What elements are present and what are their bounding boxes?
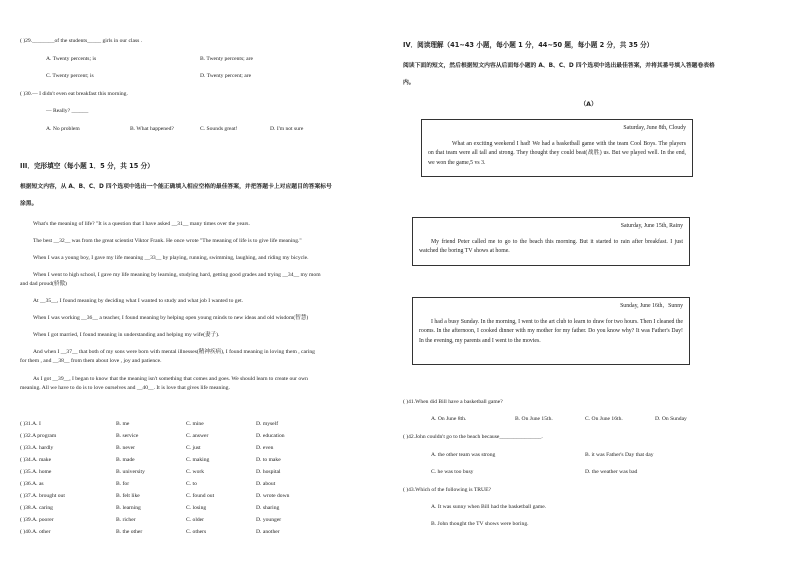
passage-line: When I was a young boy, I gave my life meaning __33__ by playing, running, swimming, laughing, and riding my bicycle.	[33, 255, 309, 261]
choice-row-d: D. to make	[256, 457, 281, 463]
choice-row-d: D. sharing	[256, 505, 280, 511]
q30-option-a: A. No problem	[46, 126, 80, 132]
diary-2-body: My friend Peter called me to go to the beach this morning. But it started to rain after breakfast. I just watched the boring TV shows at home.	[419, 239, 683, 255]
choice-row-b: B. for	[116, 481, 130, 487]
section-4-title: IV．阅读理解（41~43 小题，每小题 1 分，44~50 题，每小题 2 分，共 35 分）	[403, 41, 654, 49]
choice-row-a: ( )32.A program	[20, 433, 57, 439]
choice-row-d: D. hospital	[256, 469, 281, 475]
q30-option-d: D. I'm not sure	[270, 126, 304, 132]
q42-option-a: A. the other team was strong	[431, 452, 496, 458]
question-43-stem: ( )43.Which of the following is TRUE?	[403, 487, 491, 493]
passage-line: meaning. All we have to do is to love ourselves and __40__. It is love that gives life meaning.	[20, 385, 230, 391]
question-30-stem: ( )30.— I didn't even eat breakfast this morning.	[20, 91, 128, 97]
question-29-stem: ( )29.________of the students_____ girls in our class .	[20, 38, 143, 44]
choice-row-b: B. never	[116, 445, 135, 451]
section-3-instruction-line1: 根据短文内容，从 A、B、C、D 四个选项中选出一个能正确填入相应空格的最佳答案，并把答题卡上对应题目的答案标号	[20, 184, 332, 190]
diary-1-date: Saturday, June 8th, Cloudy	[623, 125, 686, 131]
choice-row-b: B. made	[116, 457, 135, 463]
choice-row-d: D. wrote down	[256, 493, 290, 499]
q42-option-d: D. the weather was bad	[585, 469, 638, 475]
passage-line: As I got __39__, I began to know that the meaning isn't something that comes and goes. We should learn to create our own	[33, 376, 308, 382]
diary-entry-1	[421, 119, 693, 177]
choice-row-d: D. about	[256, 481, 276, 487]
q29-option-d: D. Twenty percent; are	[200, 73, 252, 79]
diary-3-date: Sunday, June 16th，Sunny	[620, 303, 683, 309]
passage-line: The best __32__ was from the great scientist Viktor Frank. He once wrote "The meaning of life is to give life meaning."	[33, 238, 302, 244]
choice-row-c: C. found out	[186, 493, 215, 499]
diary-3-body: I had a busy Sunday. In the morning, I went to the art club to learn to draw for two hours. Then I cleaned the rooms. In the afternoon, I cooked dinner with my mother for my father. Do you know why? It was Father's Day! In the evening, my parents and I went to the movies.	[419, 319, 683, 344]
choice-row-b: B. me	[116, 421, 130, 427]
choice-row-d: D. another	[256, 529, 280, 535]
choice-row-b: B. service	[116, 433, 139, 439]
q41-option-c: C. On June 16th.	[585, 416, 623, 422]
choice-row-a: ( )38.A. caring	[20, 505, 53, 511]
choice-row-a: ( )33.A. hardly	[20, 445, 54, 451]
q41-option-d: D. On Sunday	[655, 416, 687, 422]
section-4-instruction-line1: 阅读下面的短文，然后根据短文内容从后面每小题的 A、B、C、D 四个选项中选出最佳答案，并将其番号填入答题卷表格	[403, 63, 715, 69]
question-41-stem: ( )41.When did Bill have a basketball game?	[403, 399, 503, 405]
section-3-instruction-line2: 涂黑。	[20, 201, 38, 207]
q30-option-c: C. Sounds great!	[200, 126, 238, 132]
q30-option-b: B. What happened?	[130, 126, 174, 132]
choice-row-b: B. learning	[116, 505, 141, 511]
choice-row-a: ( )35.A. home	[20, 469, 52, 475]
q41-option-b: B. On June 15th.	[515, 416, 553, 422]
passage-line: for them , and __38__ from them about love , joy and patience.	[20, 358, 162, 364]
choice-row-c: C. older	[186, 517, 205, 523]
choice-row-d: D. education	[256, 433, 285, 439]
choice-row-a: ( )39.A. poorer	[20, 517, 54, 523]
choice-row-c: C. answer	[186, 433, 209, 439]
passage-line: And when I __37__ that both of my sons were born with mental illnesses(精神疾病), I found meaning in loving them , caring	[33, 349, 315, 355]
diary-entry-2	[412, 217, 690, 266]
q42-option-b: B. it was Father's Day that day	[585, 452, 654, 458]
q29-option-a: A. Twenty percents; is	[46, 56, 97, 62]
choice-row-c: C. others	[186, 529, 207, 535]
passage-line: and dad proud(骄傲)	[20, 281, 67, 287]
choice-row-c: C. mine	[186, 421, 204, 427]
diary-1-body: What an exciting weekend I had! We had a basketball game with the team Cool Boys. The players on that team were all tall and strong. They thought they could beat(战胜) us. But we played well. In the end, we won the game,5 vs 3.	[428, 141, 686, 166]
q43-option-a: A. It was sunny when Bill had the basketball game.	[431, 504, 547, 510]
passage-line: When I was working __36__ a teacher, I found meaning by helping open young minds to new ideas and old wisdom(智慧)	[33, 315, 309, 321]
q43-option-b: B. John thought the TV shows were boring.	[431, 521, 529, 527]
choice-row-a: ( )40.A. other	[20, 529, 51, 535]
q29-option-c: C. Twenty percent; is	[46, 73, 94, 79]
choice-row-d: D. myself	[256, 421, 279, 427]
choice-row-c: C. to	[186, 481, 197, 487]
diary-2-date: Saturday, June 15th, Rainy	[620, 223, 683, 229]
passage-line: When I got married, I found meaning in understanding and helping my wife(妻子).	[33, 332, 220, 338]
passage-line: When I went to high school, I gave my life meaning by learning, studying hard, getting good grades and trying __34__ my mom	[33, 272, 321, 278]
q41-option-a: A. On June 8th.	[431, 416, 467, 422]
choice-row-b: B. the other	[116, 529, 143, 535]
q29-option-b: B. Twenty percents; are	[200, 56, 253, 62]
passage-a-label: （A）	[580, 101, 598, 108]
section-3-title: III．完形填空（每小题 1．5 分，共 15 分）	[20, 162, 154, 170]
choice-row-c: C. losing	[186, 505, 207, 511]
choice-row-b: B. university	[116, 469, 145, 475]
choice-row-b: B. richer	[116, 517, 136, 523]
q42-option-c: C. he was too busy	[431, 469, 474, 475]
choice-row-c: C. just	[186, 445, 201, 451]
passage-line: What's the meaning of life? "It is a question that I have asked __31__ many times over the years.	[33, 221, 250, 227]
choice-row-a: ( )34.A. make	[20, 457, 52, 463]
choice-row-a: ( )31.A. I	[20, 421, 41, 427]
choice-row-b: B. felt like	[116, 493, 140, 499]
choice-row-a: ( )36.A. as	[20, 481, 44, 487]
section-4-instruction-line2: 内。	[403, 80, 415, 86]
passage-line: At __35__, I found meaning by deciding what I wanted to study and what job I wanted to get.	[33, 298, 244, 304]
choice-row-c: C. making	[186, 457, 210, 463]
question-42-stem: ( )42.John couldn't go to the beach because_______________.	[403, 434, 543, 440]
choice-row-a: ( )37.A. brought out	[20, 493, 65, 499]
choice-row-d: D. younger	[256, 517, 282, 523]
diary-entry-3	[412, 297, 690, 365]
question-30-reply: — Really? ______	[46, 108, 89, 114]
choice-row-c: C. work	[186, 469, 205, 475]
choice-row-d: D. even	[256, 445, 274, 451]
